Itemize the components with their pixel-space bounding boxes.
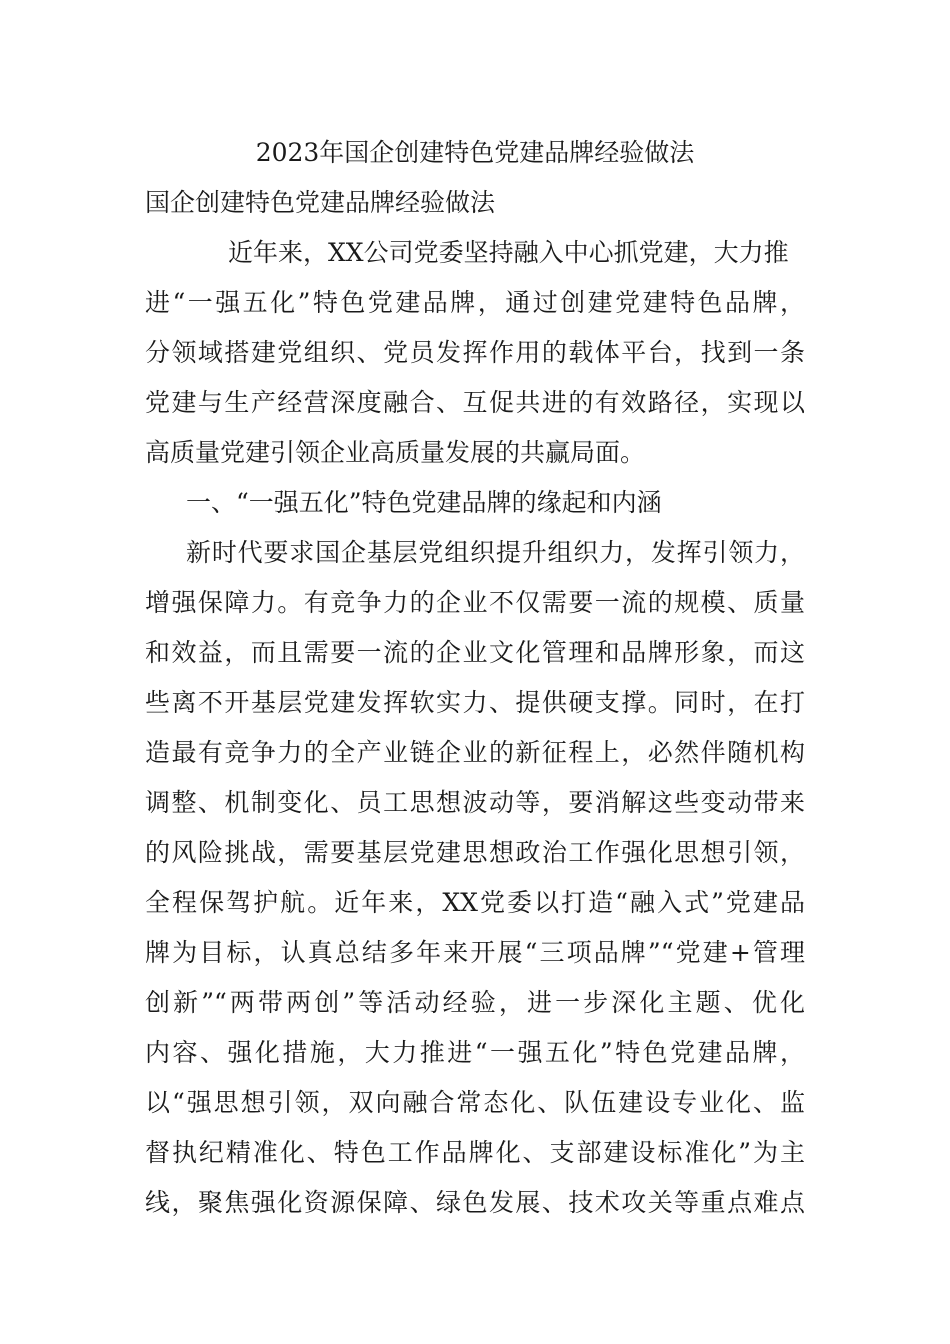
paragraph-1-line-3: 分领域搭建党组织、党员发挥作用的载体平台，找到一条 [145,338,805,367]
document-subtitle: 国企创建特色党建品牌经验做法 [145,188,496,217]
paragraph-2-line-9: 牌为目标，认真总结多年来开展“三项品牌”“党建+管理 [145,938,805,967]
paragraph-2-line-4: 些离不开基层党建发挥软实力、提供硬支撑。同时，在打 [145,688,805,717]
paragraph-1-line-4: 党建与生产经营深度融合、互促共进的有效路径，实现以 [145,388,805,417]
paragraph-2-line-12: 以“强思想引领，双向融合常态化、队伍建设专业化、监 [145,1088,805,1117]
paragraph-1-line-5: 高质量党建引领企业高质量发展的共赢局面。 [145,438,646,467]
paragraph-1-line-1: 近年来，XX公司党委坚持融入中心抓党建，大力推 [228,238,789,267]
section-heading-1: 一、“一强五化”特色党建品牌的缘起和内涵 [186,488,662,517]
paragraph-2-line-2: 增强保障力。有竞争力的企业不仅需要一流的规模、质量 [145,588,805,617]
paragraph-2-line-1: 新时代要求国企基层党组织提升组织力，发挥引领力， [186,538,805,567]
document-title: 2023年国企创建特色党建品牌经验做法 [255,138,695,167]
paragraph-2-line-11: 内容、强化措施，大力推进“一强五化”特色党建品牌， [145,1038,805,1067]
paragraph-2-line-5: 造最有竞争力的全产业链企业的新征程上，必然伴随机构 [145,738,805,767]
paragraph-1-line-2: 进“一强五化”特色党建品牌，通过创建党建特色品牌， [145,288,805,317]
paragraph-2-line-7: 的风险挑战，需要基层党建思想政治工作强化思想引领， [145,838,805,867]
paragraph-2-line-13: 督执纪精准化、特色工作品牌化、支部建设标准化”为主 [145,1138,805,1167]
paragraph-2-line-14: 线，聚焦强化资源保障、绿色发展、技术攻关等重点难点 [145,1188,805,1217]
paragraph-2-line-8: 全程保驾护航。近年来，XX党委以打造“融入式”党建品 [145,888,805,917]
paragraph-2-line-10: 创新”“两带两创”等活动经验，进一步深化主题、优化 [145,988,805,1017]
paragraph-2-line-6: 调整、机制变化、员工思想波动等，要消解这些变动带来 [145,788,805,817]
paragraph-2-line-3: 和效益，而且需要一流的企业文化管理和品牌形象，而这 [145,638,805,667]
